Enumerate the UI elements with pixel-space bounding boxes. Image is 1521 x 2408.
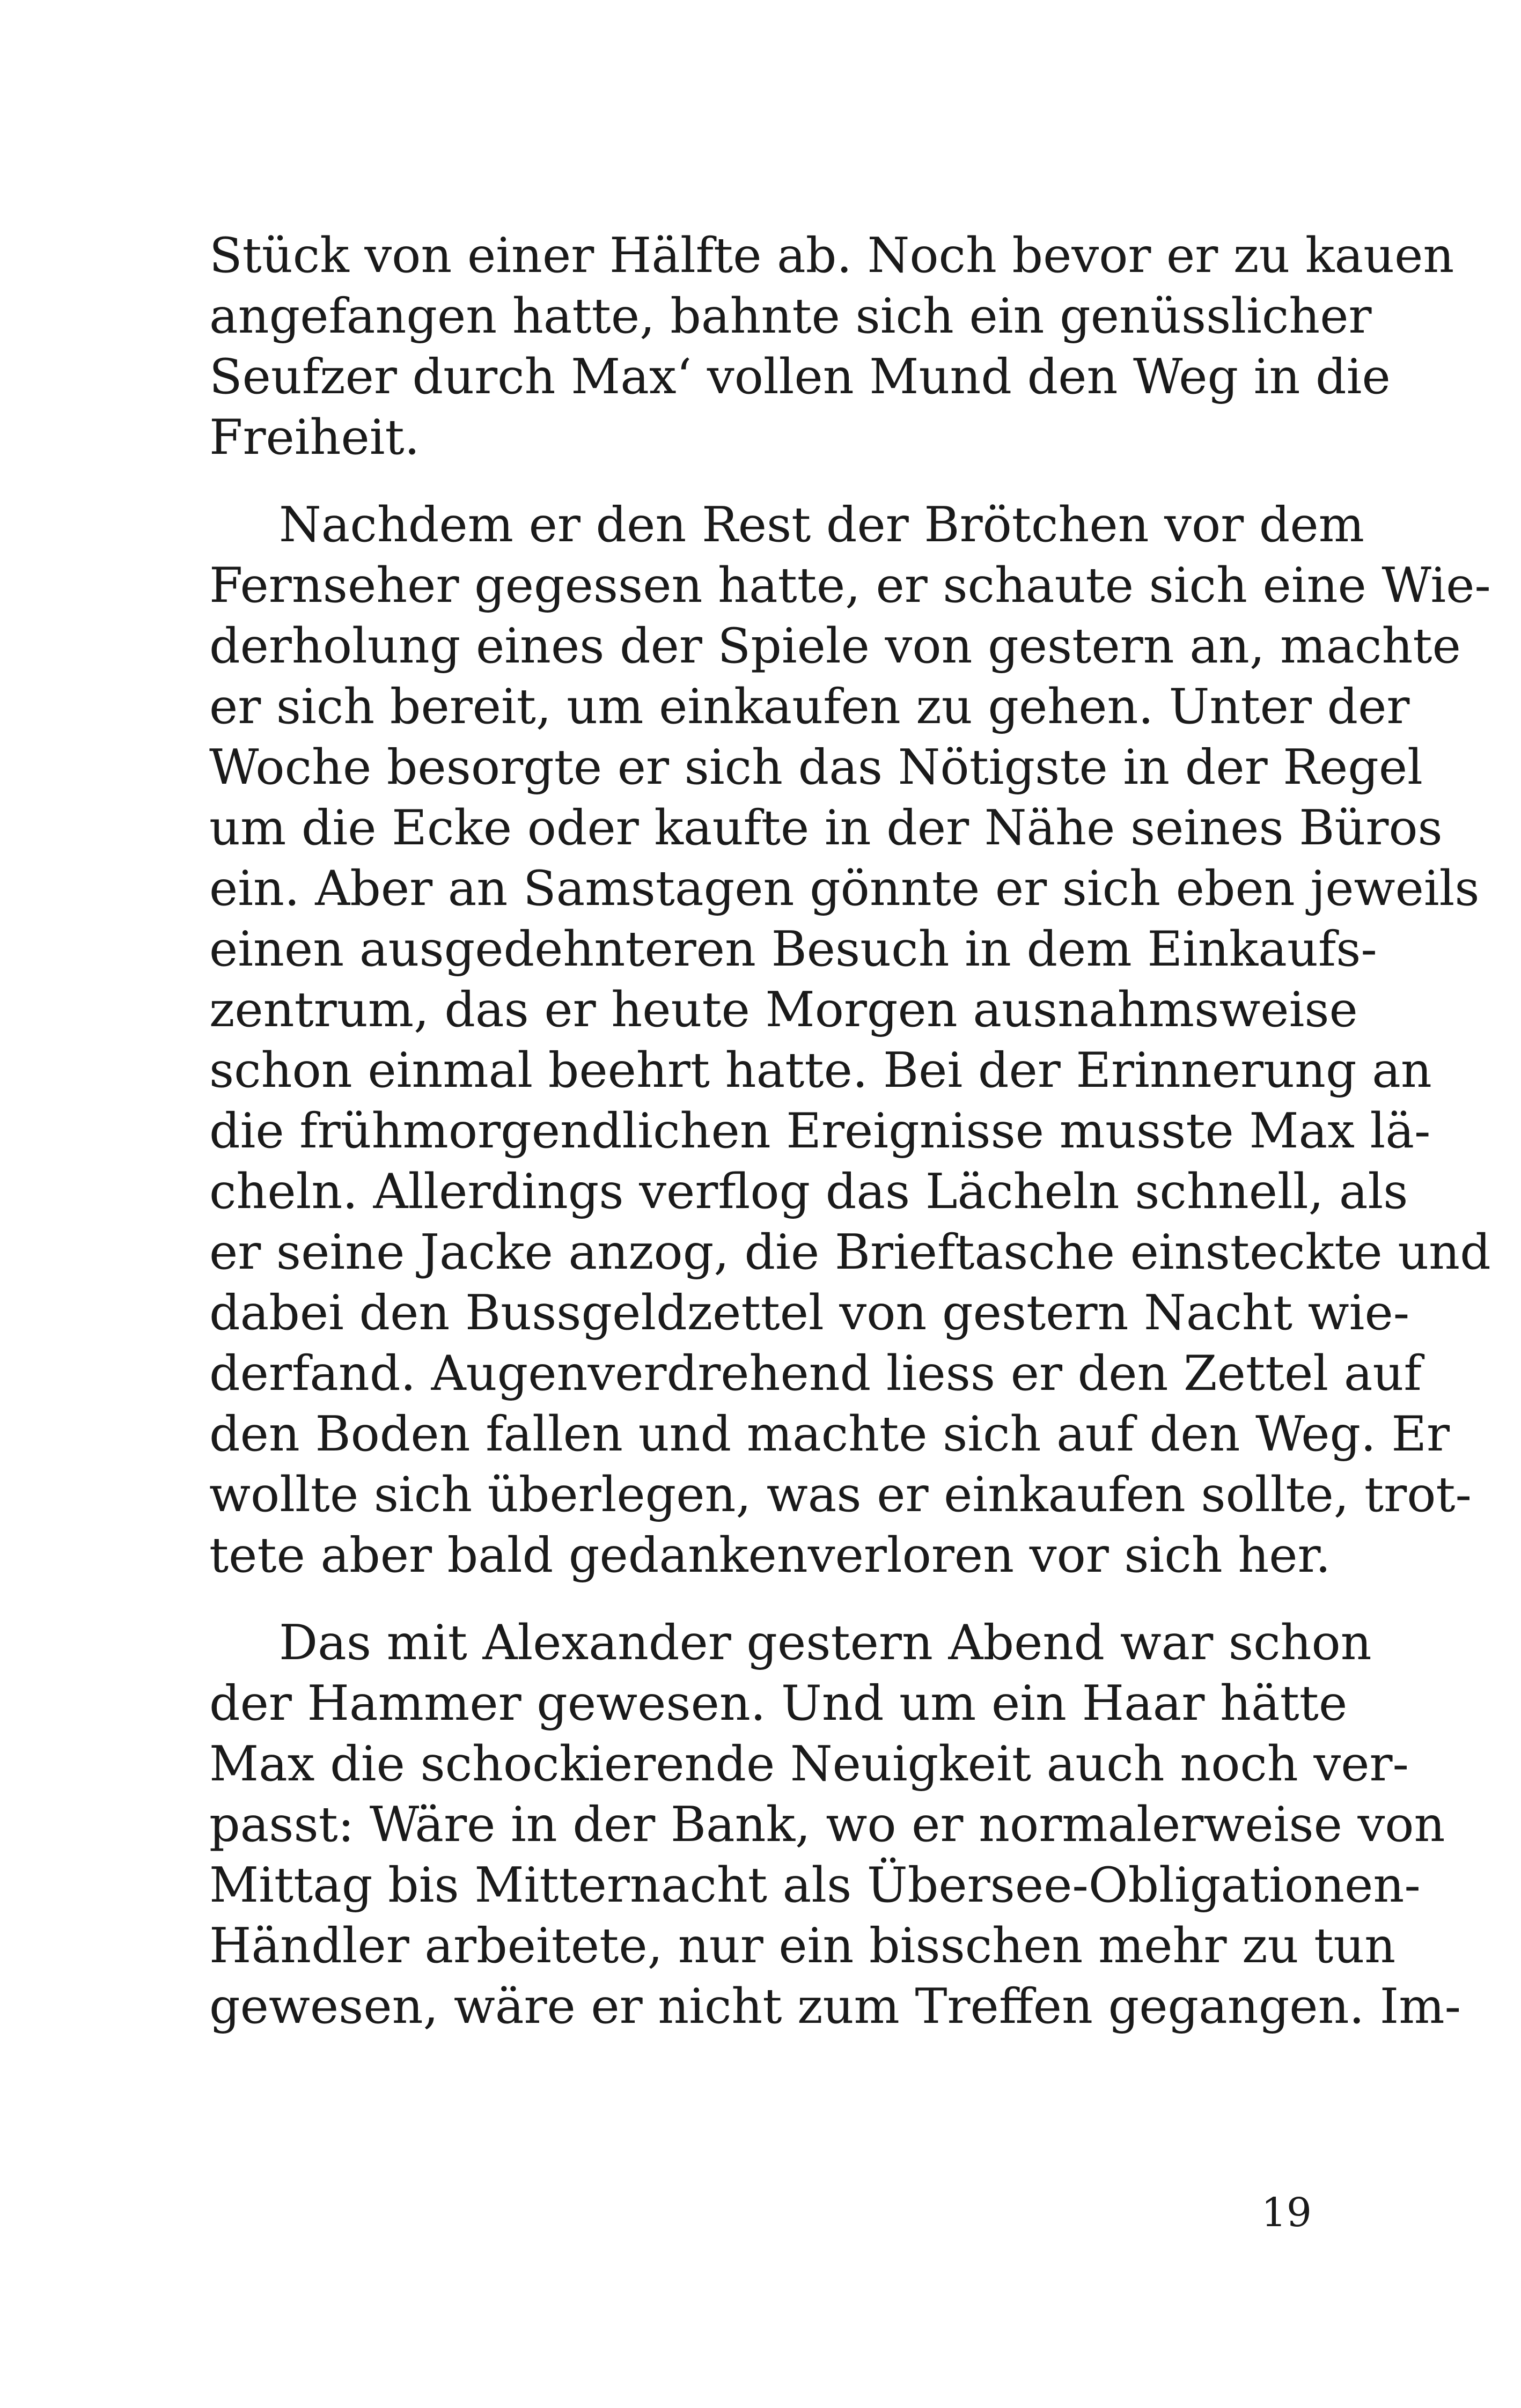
text-line: er sich bereit, um einkaufen zu gehen. Unter der (209, 679, 1410, 735)
text-line: Seufzer durch Max‘ vollen Mund den Weg in die (209, 349, 1391, 405)
text-line: Max die schockierende Neuigkeit auch noch ver- (209, 1736, 1409, 1792)
text-line: Fernseher gegessen hatte, er schaute sich eine Wie- (209, 557, 1491, 614)
text-line: um die Ecke oder kaufte in der Nähe seines Büros (209, 800, 1443, 856)
text-line: einen ausgedehnteren Besuch in dem Einkaufs- (209, 921, 1377, 977)
text-line: Nachdem er den Rest der Brötchen vor dem (279, 497, 1365, 553)
text-line: derholung eines der Spiele von gestern an, machte (209, 618, 1461, 674)
text-line: Stück von einer Hälfte ab. Noch bevor er zu kauen (209, 227, 1454, 284)
paragraph-1 (209, 225, 1454, 468)
text-line: die frühmorgendlichen Ereignisse musste Max lä- (209, 1103, 1431, 1159)
text-line: zentrum, das er heute Morgen ausnahmsweise (209, 982, 1358, 1038)
text-line: Händler arbeitete, nur ein bisschen mehr zu tun (209, 1918, 1396, 1974)
text-line: gewesen, wäre er nicht zum Treffen gegangen. Im- (209, 1978, 1461, 2035)
text-line: angefangen hatte, bahnte sich ein genüsslicher (209, 288, 1372, 344)
page-number: 19 (1261, 2190, 1312, 2236)
text-line: dabei den Bussgeldzettel von gestern Nacht wie- (209, 1285, 1410, 1341)
paragraph-3 (209, 1612, 1461, 2037)
text-line: derfand. Augenverdrehend liess er den Zettel auf (209, 1345, 1422, 1402)
body-text (209, 225, 1491, 2037)
text-line: Freiheit. (209, 409, 420, 466)
text-line: Woche besorgte er sich das Nötigste in der Regel (209, 739, 1423, 796)
text-line: passt: Wäre in der Bank, wo er normalerweise von (209, 1796, 1445, 1853)
text-line: er seine Jacke anzog, die Brieftasche einsteckte und (209, 1224, 1491, 1280)
text-line: Mittag bis Mitternacht als Übersee-Obligationen- (209, 1857, 1421, 1913)
text-line: cheln. Allerdings verflog das Lächeln schnell, als (209, 1164, 1408, 1220)
text-line: tete aber bald gedankenverloren vor sich her. (209, 1527, 1331, 1584)
text-line: den Boden fallen und machte sich auf den Weg. Er (209, 1406, 1450, 1462)
paragraph-2 (209, 495, 1491, 1586)
text-line: schon einmal beehrt hatte. Bei der Erinnerung an (209, 1042, 1432, 1099)
text-line: der Hammer gewesen. Und um ein Haar hätte (209, 1675, 1348, 1732)
text-line: ein. Aber an Samstagen gönnte er sich eben jeweils (209, 860, 1480, 917)
text-line: wollte sich überlegen, was er einkaufen sollte, trot- (209, 1467, 1472, 1523)
text-line: Das mit Alexander gestern Abend war schon (279, 1615, 1372, 1671)
